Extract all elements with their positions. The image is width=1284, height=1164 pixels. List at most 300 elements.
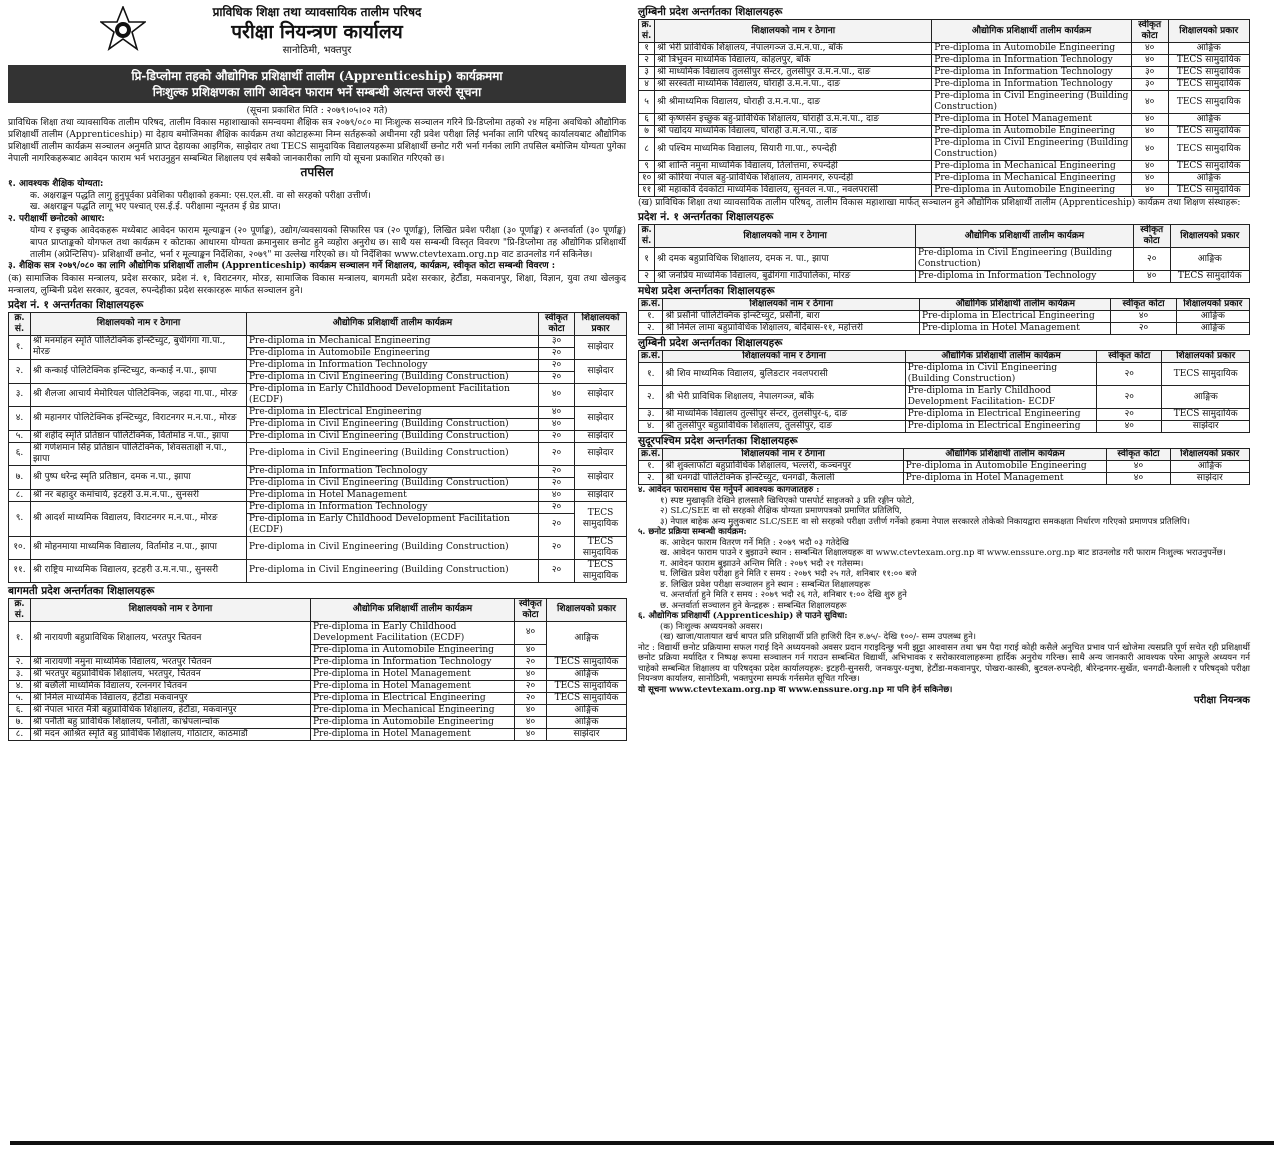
program-cell: Pre-diploma in Information Technology xyxy=(247,501,539,513)
type-cell: आङ्गिक xyxy=(547,716,627,728)
type-cell: TECS सामुदायिक xyxy=(1168,55,1250,67)
section-5-c: ग. आवेदन फाराम बुझाउने अन्तिम मिति : २०७९ भदौ २१ गतेसम्म। xyxy=(660,558,864,569)
quota-cell: ४० xyxy=(1097,421,1162,433)
lumbini-table xyxy=(638,19,1250,197)
type-cell: TECS सामुदायिक xyxy=(575,559,627,582)
section-3-title: ३. शैक्षिक सत्र २०७९/०८० का लागि औद्योगिक प्रशिक्षार्थी तालीम (Apprenticeship) कार्यक्रम सञ्चालन गर्ने शिक्षालय, कार्यक्रम, स्वीकृत कोटा सम्बन्धी विवरण : xyxy=(8,261,556,271)
school-cell: श्री महानगर पोलिटेक्निक इन्स्टिच्युट, विराटनगर म.न.पा., मोरङ xyxy=(31,406,247,430)
table-row xyxy=(639,185,1250,197)
school-cell: श्री सरस्वती माध्यमिक विद्यालय, घोराही उ.म.न.पा., दाङ xyxy=(655,79,932,91)
section-5-f: च. अन्तर्वार्ता हुने मिति र समय : २०७९ भदौ २६ गते, शनिबार १:०० देखि शुरु हुने xyxy=(660,590,907,600)
lumbini-table-title: लुम्बिनी प्रदेश अन्तर्गतका शिक्षालयहरू xyxy=(638,6,783,18)
section-1-b: ख. अक्षराङ्कन पद्धति लागू भए पश्चात् एस.ई.ई. परीक्षामा न्यूनतम ई ग्रेड प्राप्त। xyxy=(30,202,281,212)
section-2 xyxy=(8,214,626,262)
serial-cell: ७. xyxy=(9,716,31,728)
quota-cell: ४० xyxy=(539,489,575,501)
type-cell: TECS सामुदायिक xyxy=(1170,271,1249,283)
table-row xyxy=(9,465,627,477)
tapsil-heading: तपसिल xyxy=(300,165,334,179)
section-5-a: क. आवेदन फाराम वितरण गर्ने मिति : २०७९ भदौ ०३ गतेदेखि xyxy=(660,537,850,548)
serial-cell: ५. xyxy=(9,692,31,704)
serial-cell: १. xyxy=(639,363,663,386)
serial-cell: ३ xyxy=(639,67,655,79)
type-cell: आङ्गिक xyxy=(1176,311,1249,323)
program-cell: Pre-diploma in Civil Engineering (Building Construction) xyxy=(247,536,539,559)
serial-cell: १. xyxy=(9,335,31,359)
serial-cell: ६ xyxy=(639,114,655,126)
serial-cell: ४. xyxy=(9,406,31,430)
type-cell: TECS सामुदायिक xyxy=(1168,185,1250,197)
program-cell: Pre-diploma in Early Childhood Development Facilitation (ECDF) xyxy=(247,513,539,536)
office-address: सानोठिमी, भक्तपुर xyxy=(282,45,352,56)
school-cell: श्री कृष्णसेन इच्छुक बहु-प्राविधिक शिक्षालय, घोराही उ.म.न.पा., दाङ xyxy=(655,114,932,126)
school-cell: श्री मदन आश्रित स्मृति बहु प्राविधिक शिक्षालय, गोठाटार, काठमाडौं xyxy=(31,728,311,740)
quota-cell: ३० xyxy=(1131,67,1168,79)
school-cell: श्री शैलजा आचार्य मेमोरियल पोलिटेक्निक, जहदा गा.पा., मोरङ xyxy=(31,383,247,406)
sudurpaschim-table xyxy=(638,448,1250,485)
program-cell: Pre-diploma in Hotel Management xyxy=(932,114,1132,126)
serial-cell: ९. xyxy=(9,501,31,536)
program-cell: Pre-diploma in Automobile Engineering xyxy=(932,43,1132,55)
section-6-b: (ख) खाजा/यातायात खर्च बापत प्रति प्रशिक्षार्थी प्रति हाजिरी दिन रु.७५/- देखि १००/- सम्म उपलब्ध हुने। xyxy=(660,632,977,642)
serial-cell: १. xyxy=(9,621,31,656)
sudurpaschim-table-title: सुदूरपश्चिम प्रदेश अन्तर्गतका शिक्षालयहरू xyxy=(638,435,798,447)
header-cell: स्वीकृत कोटा xyxy=(515,598,547,621)
program-cell: Pre-diploma in Information Technology xyxy=(932,67,1132,79)
section-5-d: घ. लिखित प्रवेश परीक्षा हुने मिति र समय : २०७९ भदौ २५ गते, शनिबार ११:०० बजे xyxy=(660,569,917,579)
type-cell: TECS सामुदायिक xyxy=(575,536,627,559)
school-cell: श्री पनौती बहु प्राविधिक शिक्षालय, पनौती, काभ्रेपलान्चोक xyxy=(31,716,311,728)
school-cell: श्री शिव माध्यमिक विद्यालय, बुलिङटार नवलपरासी xyxy=(663,363,905,386)
quota-cell: २० xyxy=(539,513,575,536)
serial-cell: ११. xyxy=(9,559,31,582)
program-cell: Pre-diploma in Early Childhood Development Facilitation (ECDF) xyxy=(247,383,539,406)
program-cell: Pre-diploma in Mechanical Engineering xyxy=(247,335,539,347)
quota-cell: २० xyxy=(539,465,575,477)
quota-cell: ४० xyxy=(1107,461,1170,473)
serial-cell: २. xyxy=(639,386,663,409)
emblem-icon xyxy=(100,6,146,52)
type-cell: साझेदार xyxy=(575,359,627,383)
table-row xyxy=(639,79,1250,91)
header-cell: शिक्षालयको नाम र ठेगाना xyxy=(663,299,920,311)
section-3-ka: (क) सामाजिक विकास मन्त्रालय, प्रदेश सरकार, प्रदेश नं. १, विराटनगर, मोरङ, सामाजिक विकास मन्त्रालय, बागमती प्रदेश सरकार, हेटौंडा, मकवानपुर, शिक्षा, विज्ञान, युवा तथा खेलकुद मन्त्रालय, लुम्बिनी प्रदेश सरकार, बुटवल, रुपन्देहीका प्रदेश सरकारहरू मार्फत सञ्चालन हुने। xyxy=(8,273,626,296)
table-header-row xyxy=(639,299,1250,311)
quota-cell: ४० xyxy=(1131,161,1168,173)
banner-line1: प्रि-डिप्लोमा तहको औद्योगिक प्रशिक्षार्थी तालीम (Apprenticeship) कार्यक्रममा xyxy=(131,69,503,83)
header-cell: क्र. सं. xyxy=(9,598,31,621)
program-cell: Pre-diploma in Early Childhood Development Facilitation- ECDF xyxy=(905,386,1096,409)
serial-cell: २ xyxy=(639,271,655,283)
table-row xyxy=(639,67,1250,79)
serial-cell: १ xyxy=(639,248,655,271)
header-cell: शिक्षालयको प्रकार xyxy=(1168,20,1250,43)
program-cell: Pre-diploma in Mechanical Engineering xyxy=(932,161,1132,173)
program-cell: Pre-diploma in Electrical Engineering xyxy=(905,421,1096,433)
quota-cell: ४० xyxy=(539,418,575,430)
quota-cell: २० xyxy=(515,656,547,668)
province1b-table-body xyxy=(639,248,1250,283)
quota-cell: ३० xyxy=(1131,79,1168,91)
office-name: परीक्षा नियन्त्रण कार्यालय xyxy=(231,21,403,43)
serial-cell: २. xyxy=(639,473,663,485)
program-cell: Pre-diploma in Civil Engineering (Building Construction) xyxy=(247,371,539,383)
program-cell: Pre-diploma in Automobile Engineering xyxy=(311,716,515,728)
school-cell: श्री कन्काई पोलिटेक्निक इन्स्टिच्युट, कन्काई न.पा., झापा xyxy=(31,359,247,383)
type-cell: साझेदार xyxy=(575,406,627,430)
quota-cell: २० xyxy=(539,359,575,371)
serial-cell: १० xyxy=(639,173,655,185)
type-cell: साझेदार xyxy=(575,430,627,442)
bagmati-table xyxy=(8,598,627,741)
header-cell: शिक्षालयको प्रकार xyxy=(1176,299,1249,311)
program-cell: Pre-diploma in Automobile Engineering xyxy=(311,644,515,656)
table-row xyxy=(639,248,1250,271)
quota-cell: २० xyxy=(1097,386,1162,409)
type-cell: TECS सामुदायिक xyxy=(1162,363,1250,386)
program-cell: Pre-diploma in Information Technology xyxy=(915,271,1133,283)
program-cell: Pre-diploma in Hotel Management xyxy=(903,473,1107,485)
section-2-body: योग्य र इच्छुक आवेदकहरू मध्येबाट आवेदन फाराम मूल्याङ्कन (२० पूर्णाङ्क), उद्योग/व्यवसायको सिफारिस पत्र (२० पूर्णाङ्क), लिखित प्रवेश परीक्षा (३० पूर्णाङ्क) र अन्तर्वार्ता (३० पूर्णाङ्क) बापत प्राप्ताङ्कको योगफल तथा कार्यक्रम र कोटाका आधारमा योग्यता क्रमानुसार छनोट हुने व्यहोरा अनुरोध छ। साथै यस सम्बन्धी विस्तृत विवरण "प्रि-डिप्लोमा तह औद्योगिक प्रशिक्षार्थी तालीम (अप्रेन्टिसिप)- प्रशिक्षार्थी छनोट, भर्ना र मूल्याङ्कन निर्देशिका, २०७९" मा उल्लेख गरिएको छ। यो निर्देशिका www.ctevtexam.org.np वाट डाउनलोड गर्न सकिनेछ। xyxy=(30,226,626,260)
type-cell: आङ्गिक xyxy=(1168,114,1250,126)
program-cell: Pre-diploma in Early Childhood Development Facilitation (ECDF) xyxy=(311,621,515,644)
signature: परीक्षा नियन्त्रक xyxy=(1194,695,1250,706)
serial-cell: ९ xyxy=(639,161,655,173)
serial-cell: २. xyxy=(9,656,31,668)
school-cell: श्री प्रसौनी पोलिटेक्निक इन्स्टिच्युट, प्रसौनी, बारा xyxy=(663,311,920,323)
program-cell: Pre-diploma in Hotel Management xyxy=(247,489,539,501)
type-cell: साझेदार xyxy=(575,383,627,406)
table-row xyxy=(9,716,627,728)
section-4-title: ४. आवेदन फारामसाथ पेस गर्नुपर्ने आवश्यक कागजातहरु : xyxy=(638,485,820,495)
table-row xyxy=(639,473,1250,485)
header-cell: औद्योगिक प्रशिक्षार्थी तालीम कार्यक्रम xyxy=(915,225,1133,248)
quota-cell: ३० xyxy=(539,335,575,347)
quota-cell: ४० xyxy=(539,383,575,406)
program-cell: Pre-diploma in Mechanical Engineering xyxy=(932,173,1132,185)
program-cell: Pre-diploma in Mechanical Engineering xyxy=(311,704,515,716)
province1-table-title: प्रदेश नं. १ अन्तर्गतका शिक्षालयहरू xyxy=(8,298,144,311)
quota-cell: २० xyxy=(515,680,547,692)
madhesh-table xyxy=(638,298,1250,335)
school-cell: श्री निर्मल माध्यमिक विद्यालय, हेटौंडा मकवानपुर xyxy=(31,692,311,704)
type-cell: आङ्गिक xyxy=(1176,323,1249,335)
program-cell: Pre-diploma in Civil Engineering (Building Construction) xyxy=(932,138,1132,161)
school-cell: श्री नारायणी नमुना माध्यमिक विद्यालय, भरतपुर चितवन xyxy=(31,656,311,668)
school-cell: श्री माध्यमिक विद्यालय तुल्सीपुर सेन्टर, तुलसीपुर-६, दाङ xyxy=(663,409,905,421)
school-cell: श्री माध्यमिक विद्यालय तुलसीपुर सेन्टर, तुलसीपुर उ.म.न.पा., दाङ xyxy=(655,67,932,79)
table-row xyxy=(639,43,1250,55)
header-cell: स्वीकृत कोटा xyxy=(1107,449,1170,461)
quota-cell: ४० xyxy=(1133,271,1170,283)
table-row xyxy=(9,442,627,465)
table-header-row xyxy=(639,449,1250,461)
council-name: प्राविधिक शिक्षा तथा व्यावसायिक तालीम परिषद xyxy=(212,5,422,19)
table-row xyxy=(9,692,627,704)
table-row xyxy=(9,430,627,442)
table-row xyxy=(639,271,1250,283)
school-cell: श्री पश्चिम माध्यमिक विद्यालय, सियारी गा.पा., रुपन्देही xyxy=(655,138,932,161)
lumbini-table-body xyxy=(639,43,1250,197)
table-header-row xyxy=(9,598,627,621)
section-5-title: ५. छनोट प्रक्रिया सम्बन्धी कार्यक्रम: xyxy=(638,527,747,537)
section-4-item-1: १) स्पष्ट मुखाकृति देखिने हालसालै खिचिएको पासपोर्ट साइजको ३ प्रति रङ्गीन फोटो, xyxy=(660,495,915,506)
type-cell: आङ्गिक xyxy=(1162,386,1250,409)
section-1 xyxy=(8,179,626,214)
header-cell: क्र.सं. xyxy=(639,351,663,363)
quota-cell: २० xyxy=(539,430,575,442)
serial-cell: १ xyxy=(639,43,655,55)
type-cell: TECS सामुदायिक xyxy=(1168,79,1250,91)
type-cell: TECS सामुदायिक xyxy=(547,692,627,704)
quota-cell: २० xyxy=(1097,363,1162,386)
table-row xyxy=(9,501,627,513)
type-cell: आङ्गिक xyxy=(547,621,627,656)
serial-cell: ३. xyxy=(9,668,31,680)
quota-cell: ४० xyxy=(515,621,547,644)
quota-cell: २० xyxy=(539,559,575,582)
school-cell: श्री गणेशमान सिंह प्रतिष्ठान पोलिटेक्निक, शिवसताक्षी न.पा., झापा xyxy=(31,442,247,465)
quota-cell: २० xyxy=(1097,409,1162,421)
quota-cell: २० xyxy=(539,501,575,513)
table-row xyxy=(9,728,627,740)
header-cell: औद्योगिक प्रशिक्षार्थी तालीम कार्यक्रम xyxy=(311,598,515,621)
section-5-g: छ. अन्तर्वार्ता सञ्चालन हुने केन्द्रहरू : सम्बन्धित शिक्षालयहरू xyxy=(660,600,847,611)
section-6-a: (क) निःशुल्क अध्ययनको अवसर। xyxy=(660,621,763,632)
header-cell: औद्योगिक प्रशिक्षार्थी तालीम कार्यक्रम xyxy=(903,449,1107,461)
banner-line2: निःशुल्क प्रशिक्षणका लागि आवेदन फाराम भर्ने सम्बन्धी अत्यन्त जरुरी सूचना xyxy=(152,85,482,99)
school-cell: श्री बछौली माध्यमिक विद्यालय, रत्ननगर चितवन xyxy=(31,680,311,692)
quota-cell: ४० xyxy=(1131,138,1168,161)
serial-cell: २. xyxy=(639,323,663,335)
table-row xyxy=(9,383,627,406)
quota-cell: ४० xyxy=(515,728,547,740)
type-cell: TECS सामुदायिक xyxy=(1168,126,1250,138)
type-cell: आङ्गिक xyxy=(1170,248,1249,271)
serial-cell: ४. xyxy=(639,421,663,433)
left-column xyxy=(8,4,626,741)
serial-cell: ६. xyxy=(9,442,31,465)
program-cell: Pre-diploma in Hotel Management xyxy=(311,728,515,740)
bagmati-table-title: बागमती प्रदेश अन्तर्गतका शिक्षालयहरू xyxy=(8,584,155,597)
serial-cell: ३. xyxy=(639,409,663,421)
type-cell: TECS सामुदायिक xyxy=(547,656,627,668)
serial-cell: २. xyxy=(9,359,31,383)
header-cell: शिक्षालयको प्रकार xyxy=(1170,225,1249,248)
serial-cell: ७. xyxy=(9,465,31,489)
program-cell: Pre-diploma in Civil Engineering (Building Construction) xyxy=(247,559,539,582)
serial-cell: ३. xyxy=(9,383,31,406)
quota-cell: ४० xyxy=(1131,126,1168,138)
school-cell: श्री भरतपुर बहुप्राविधिक शिक्षालय, भरतपुर, चितवन xyxy=(31,668,311,680)
type-cell: आङ्गिक xyxy=(1168,173,1250,185)
quota-cell: ४० xyxy=(515,704,547,716)
school-cell: श्री त्रिभुवन माध्यमिक विद्यालय, कोहलपुर, बाँके xyxy=(655,55,932,67)
lumbini2-table-title: लुम्बिनी प्रदेश अन्तर्गतका शिक्षालयहरू xyxy=(638,337,783,349)
province1b-table-title: प्रदेश नं. १ अन्तर्गतका शिक्षालयहरू xyxy=(638,211,774,223)
table-row xyxy=(639,386,1250,409)
program-cell: Pre-diploma in Information Technology xyxy=(247,359,539,371)
serial-cell: ११ xyxy=(639,185,655,197)
program-cell: Pre-diploma in Automobile Engineering xyxy=(932,185,1132,197)
header-cell: शिक्षालयको प्रकार xyxy=(547,598,627,621)
section-1-title: १. आवश्यक शैक्षिक योग्यता: xyxy=(8,179,104,189)
table-row xyxy=(639,161,1250,173)
table-row xyxy=(639,126,1250,138)
header-cell: औद्योगिक प्रशिक्षार्थी तालीम कार्यक्रम xyxy=(905,351,1096,363)
serial-cell: ६. xyxy=(9,704,31,716)
section-5-b: ख. आवेदन फाराम पाउने र बुझाउने स्थान : सम्बन्धित शिक्षालयहरू वा www.ctevtexam.org.np वा www.enssure.org.np बाट डाउनलोड गरी फाराम निःशुल्क भराउनुपर्नेछ। xyxy=(660,548,1226,558)
lumbini2-table-body xyxy=(639,363,1250,433)
header-cell: क्र. सं. xyxy=(639,20,655,43)
type-cell: आङ्गिक xyxy=(1168,43,1250,55)
quota-cell: २० xyxy=(539,477,575,489)
section-6-title: ६. औद्योगिक प्रशिक्षार्थी (Apprenticeship) ले पाउने सुविधा: xyxy=(638,611,848,621)
table-row xyxy=(639,138,1250,161)
section-1-a: क. अक्षराङ्कन पद्धति लागु हुनुपूर्वका प्रवेशिका परीक्षाको हकमा: एस.एल.सी. वा सो सरहको परीक्षा उत्तीर्ण। xyxy=(30,190,371,201)
sudurpaschim-table-body xyxy=(639,461,1250,485)
header-cell: स्वीकृत कोटा xyxy=(1097,351,1162,363)
program-cell: Pre-diploma in Information Technology xyxy=(932,55,1132,67)
intro-paragraph: प्राविधिक शिक्षा तथा व्यावसायिक तालीम परिषद, तालीम विकास महाशाखाको समन्वयमा शैक्षिक सत्र २०७९/०८० मा निःशुल्क सञ्चालन गरिने प्रि-डिप्लोमा तहको २४ महिना अवधिको औद्योगिक प्रशिक्षार्थी तालीम (Apprenticeship) मा देहाय बमोजिमका शैक्षिक कार्यक्रम तथा कोटाहरूमा निम्न सर्तहरूको अधीनमा रही प्रवेश परीक्षा लिई भर्नाका लागि परिषद् कार्यालयबाट औद्योगिक प्रशिक्षार्थी तालीम कार्यक्रम सञ्चालन अनुमति प्राप्त देहायका आइगिक, साझेदार तथा TECS सामुदायिक विद्यालयहरूमा प्रशिक्षार्थी छनोट गरी भर्ना गर्नका लागि तपसिल बमोजिम योग्यता पुगेका नेपाली नागरिकहरूबाट आवेदन फाराम भर्न भराउनुहुन सम्बन्धित शिक्षालय एवं सबैको जानकारीका लागि यो सूचना प्रकाशित गरिएको छ। xyxy=(8,118,626,164)
school-cell: श्री आदर्श माध्यमिक विद्यालय, विराटनगर म.न.पा., मोरङ xyxy=(31,501,247,536)
right-column xyxy=(638,4,1250,707)
table-row xyxy=(9,335,627,347)
table-row xyxy=(639,421,1250,433)
type-cell: TECS सामुदायिक xyxy=(1168,67,1250,79)
table-row xyxy=(639,173,1250,185)
program-cell: Pre-diploma in Automobile Engineering xyxy=(932,126,1132,138)
school-cell: श्री मनमोहन स्मृति पोलिटेक्निक इन्स्टिच्युट, बुधीगंगा गा.पा., मोरङ xyxy=(31,335,247,359)
madhesh-table-title: मधेश प्रदेश अन्तर्गतका शिक्षालयहरू xyxy=(638,285,775,297)
school-cell: श्री महाकवि देवकोटा माध्यमिक विद्यालय, सुनवल न.पा., नवलपरासी xyxy=(655,185,932,197)
province1b-table xyxy=(638,224,1250,283)
program-cell: Pre-diploma in Information Technology xyxy=(311,656,515,668)
serial-cell: ४. xyxy=(9,680,31,692)
note-paragraph: नोट : विद्यार्थी छनोट प्रक्रियामा सफल गराई दिने अध्ययनको अवसर प्रदान गराइदिन्छु भनी झुट्टा आश्वासन तथा भ्रम पैदा गराई कोही कसैले अनुचित प्रभाव पार्न खोजेमा त्यसप्रति पूर्ण सचेत रही प्रशिक्षार्थी छनोट प्रक्रिया मर्यादित र निष्पक्ष रूपमा सञ्चालन गर्न गराउन सम्बन्धित विद्यार्थी, अभिभावक र सरोकारवालाहरूमा हार्दिक अनुरोध गरिन्छ। साथै अन्य जानकारी आवश्यक परेमा आफूले अध्ययन गर्न चाहेको सम्बन्धित शिक्षालय वा परिषद्का प्रदेश कार्यालयहरू: इटहरी-सुनसरी, जनकपुर-धनुषा, हेटौंडा-मकवानपुर, पोखरा-कास्की, बुटवल-रुपन्देही, बीरेन्द्रनगर-सुर्खेत, धनगढी-कैलाली र परिषद्को परीक्षा नियन्त्रण कार्यालय, सानोठिमी, भक्तपुरमा सम्पर्क गर्नसमेत सूचित गरिन्छ। xyxy=(638,642,1250,684)
type-cell: आङ्गिक xyxy=(547,668,627,680)
table-row xyxy=(9,668,627,680)
table-row xyxy=(9,656,627,668)
header xyxy=(8,4,626,64)
quota-cell: ४० xyxy=(1131,173,1168,185)
type-cell: TECS सामुदायिक xyxy=(1168,161,1250,173)
province1-table-body xyxy=(9,335,627,582)
quota-cell: ४० xyxy=(515,644,547,656)
table-row xyxy=(639,323,1250,335)
header-cell: क्र. सं. xyxy=(639,225,655,248)
serial-cell: २ xyxy=(639,55,655,67)
program-cell: Pre-diploma in Civil Engineering (Building Construction) xyxy=(247,418,539,430)
section-5 xyxy=(638,527,1250,611)
program-cell: Pre-diploma in Civil Engineering (Building Construction) xyxy=(932,91,1132,114)
school-cell: श्री भेरी प्राविधिक शिक्षालय, नेपालगञ्ज, बाँके xyxy=(663,386,905,409)
quota-cell: ४० xyxy=(1111,311,1176,323)
section-3 xyxy=(8,261,626,297)
program-cell: Pre-diploma in Electrical Engineering xyxy=(920,311,1111,323)
table-row xyxy=(9,680,627,692)
quota-cell: २० xyxy=(1133,248,1170,271)
section-4-item-3: ३) नेपाल बाहेक अन्य मुलुकबाट SLC/SEE वा सो सरहको परीक्षा उत्तीर्ण गर्नेको हकमा नेपाल सरकारले तोकेको निकायद्वारा समकक्षता निर्धारण गरिएको प्रमाणपत्र प्रतिलिपि। xyxy=(660,516,1190,527)
header-cell: शिक्षालयको प्रकार xyxy=(1162,351,1250,363)
serial-cell: ८ xyxy=(639,138,655,161)
publish-date: (सूचना प्रकाशित मिति : २०७९।०५।०२ गते) xyxy=(246,106,388,116)
program-cell: Pre-diploma in Civil Engineering (Building Construction) xyxy=(915,248,1133,271)
table-row xyxy=(639,91,1250,114)
serial-cell: ८. xyxy=(9,728,31,740)
header-cell: स्वीकृत कोटा xyxy=(1111,299,1176,311)
table-header-row xyxy=(639,20,1250,43)
school-cell: श्री मोहनमाया माध्यमिक विद्यालय, विर्तामोड न.पा., झापा xyxy=(31,536,247,559)
type-cell: साझेदार xyxy=(1170,473,1249,485)
type-cell: आङ्गिक xyxy=(1170,461,1249,473)
section-2-title: २. परीक्षार्थी छनोटको आधार: xyxy=(8,213,105,224)
quota-cell: ४० xyxy=(1131,91,1168,114)
school-cell: श्री पुष्प धरेन्द्र स्मृति प्रतिष्ठान, दमक न.पा., झापा xyxy=(31,465,247,489)
table-header-row xyxy=(9,312,627,335)
school-cell: श्री श्रीमाध्यमिक विद्यालय, घोराही उ.म.न.पा., दाङ xyxy=(655,91,932,114)
school-cell: श्री नारायणी बहुप्राविधिक शिक्षालय, भरतपुर चितवन xyxy=(31,621,311,656)
quota-cell: २० xyxy=(1111,323,1176,335)
header-cell: शिक्षालयको नाम र ठेगाना xyxy=(31,598,311,621)
school-cell: श्री राष्ट्रिय माध्यमिक विद्यालय, इटहरी उ.म.न.पा., सुनसरी xyxy=(31,559,247,582)
program-cell: Pre-diploma in Civil Engineering (Building Construction) xyxy=(905,363,1096,386)
quota-cell: ४० xyxy=(1131,43,1168,55)
header-cell: औद्योगिक प्रशिक्षार्थी तालीम कार्यक्रम xyxy=(247,312,539,335)
school-cell: श्री कोरिया नेपाल बहु-प्राविधिक शिक्षालय, तामनगर, रुपन्देही xyxy=(655,173,932,185)
header-cell: स्वीकृत कोटा xyxy=(1133,225,1170,248)
serial-cell: ८. xyxy=(9,489,31,501)
quota-cell: २० xyxy=(539,347,575,359)
table-row xyxy=(9,621,627,644)
province1-table xyxy=(8,312,627,583)
madhesh-table-body xyxy=(639,311,1250,335)
table-row xyxy=(9,406,627,418)
table-header-row xyxy=(639,225,1250,248)
program-cell: Pre-diploma in Hotel Management xyxy=(311,680,515,692)
quota-cell: २० xyxy=(539,536,575,559)
school-cell: श्री शान्ति नमुना माध्यमिक विद्यालय, तिलोत्तमा, रुपन्देही xyxy=(655,161,932,173)
table-row xyxy=(639,311,1250,323)
table-row xyxy=(9,536,627,559)
program-cell: Pre-diploma in Hotel Management xyxy=(311,668,515,680)
header-cell: क्र. सं. xyxy=(9,312,31,335)
quota-cell: २० xyxy=(515,692,547,704)
type-cell: साझेदार xyxy=(575,442,627,465)
type-cell: TECS सामुदायिक xyxy=(547,680,627,692)
quota-cell: ४० xyxy=(539,406,575,418)
serial-cell: ५ xyxy=(639,91,655,114)
quota-cell: २० xyxy=(539,442,575,465)
table-row xyxy=(639,409,1250,421)
type-cell: साझेदार xyxy=(575,465,627,489)
type-cell: साझेदार xyxy=(547,728,627,740)
type-cell: साझेदार xyxy=(575,335,627,359)
table-row xyxy=(9,359,627,371)
school-cell: श्री नेपाल भारत मैत्री बहुप्राविधिक शिक्षालय, हेटौंडा, मकवानपुर xyxy=(31,704,311,716)
table-header-row xyxy=(639,351,1250,363)
header-cell: क्र.सं. xyxy=(639,449,663,461)
header-cell: औद्योगिक प्रशिक्षार्थी तालीम कार्यक्रम xyxy=(920,299,1111,311)
table-row xyxy=(639,114,1250,126)
bottom-divider xyxy=(0,1138,1284,1148)
school-cell: श्री तुलसीपुर बहुप्राविधिक शिक्षालय, तुलसीपुर, दाङ xyxy=(663,421,905,433)
quota-cell: ४० xyxy=(1131,114,1168,126)
table-row xyxy=(9,489,627,501)
serial-cell: १०. xyxy=(9,536,31,559)
type-cell: TECS सामुदायिक xyxy=(1162,409,1250,421)
quota-cell: २० xyxy=(539,371,575,383)
